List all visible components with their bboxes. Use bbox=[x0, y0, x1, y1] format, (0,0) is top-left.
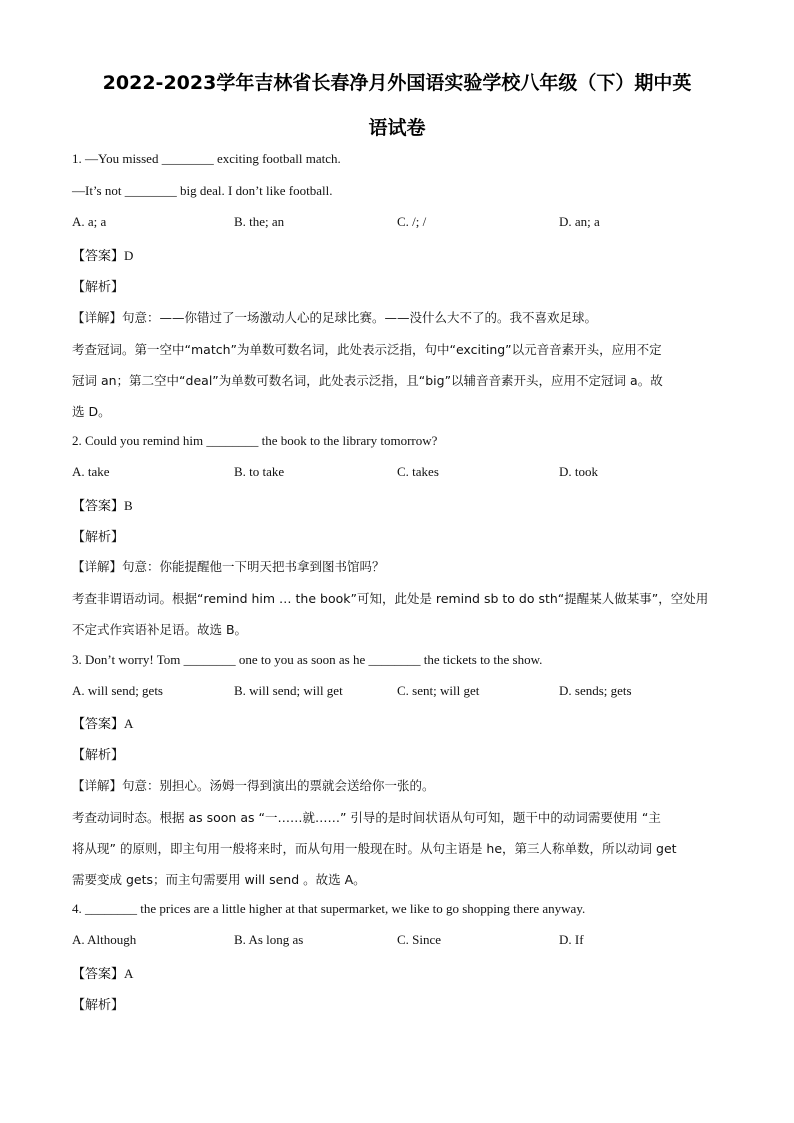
page-title: 2022-2023学年吉林省长春净月外国语实验学校八年级（下）期中英 bbox=[102, 72, 692, 94]
q2-option-d: D. took bbox=[559, 464, 598, 479]
q2-explanation: 考查非谓语动词。根据“remind him … the book”可知，此处是 remind sb to do sth“提醒某人做某事”，空处用 bbox=[72, 591, 709, 606]
answer-label: 【答案】 bbox=[72, 717, 125, 732]
q2-analysis-label: 【解析】 bbox=[72, 530, 125, 545]
q2-explanation: 不定式作宾语补足语。故选 B。 bbox=[72, 622, 248, 637]
q2-detail: 【详解】句意：你能提醒他一下明天把书拿到图书馆吗？ bbox=[72, 559, 385, 574]
q3-detail: 【详解】句意：别担心。汤姆一得到演出的票就会送给你一张的。 bbox=[72, 778, 435, 793]
answer-label: 【答案】 bbox=[72, 249, 125, 264]
q4-answer bbox=[72, 963, 133, 982]
q2-option-b: B. to take bbox=[234, 464, 285, 479]
q1-option-a: A. a; a bbox=[72, 214, 107, 229]
answer-label: 【答案】 bbox=[72, 967, 125, 982]
q2-option-a: A. take bbox=[72, 464, 110, 479]
q4-option-b: B. As long as bbox=[234, 932, 304, 947]
q2-stem: 2. Could you remind him ________ the book to the library tomorrow? bbox=[72, 433, 438, 448]
q3-option-b: B. will send; will get bbox=[234, 683, 343, 698]
q1-option-b: B. the; an bbox=[234, 214, 285, 229]
q2-answer bbox=[72, 495, 133, 514]
q1-explanation: 考查冠词。第一空中“match”为单数可数名词，此处表示泛指，句中“exciting”以元音音素开头，应用不定 bbox=[72, 342, 662, 357]
q3-option-c: C. sent; will get bbox=[397, 683, 480, 698]
answer-value: B bbox=[124, 498, 133, 513]
q1-stem-reply: —It’s not ________ big deal. I don’t like football. bbox=[72, 183, 333, 198]
q3-explanation: 将从现” 的原则，即主句用一般将来时，而从句用一般现在时。从句主语是 he，第三人称单数，所以动词 get bbox=[72, 841, 677, 856]
answer-label: 【答案】 bbox=[72, 499, 125, 514]
q4-option-c: C. Since bbox=[397, 932, 442, 947]
answer-value: D bbox=[124, 248, 134, 263]
q3-explanation: 需要变成 gets；而主句需要用 will send 。故选 A。 bbox=[72, 872, 366, 887]
q1-option-c: C. /; / bbox=[397, 214, 427, 229]
q3-analysis-label: 【解析】 bbox=[72, 748, 125, 763]
q1-explanation: 选 D。 bbox=[72, 404, 111, 419]
q1-detail: 【详解】句意：——你错过了一场激动人心的足球比赛。——没什么大不了的。我不喜欢足球。 bbox=[72, 310, 598, 325]
q1-option-d: D. an; a bbox=[559, 214, 600, 229]
page-title-continued: 语试卷 bbox=[368, 117, 426, 139]
q1-analysis-label: 【解析】 bbox=[72, 280, 125, 295]
q4-option-a: A. Although bbox=[72, 932, 137, 947]
answer-value: A bbox=[124, 966, 134, 981]
q2-option-c: C. takes bbox=[397, 464, 439, 479]
q1-stem: 1. —You missed ________ exciting football match. bbox=[72, 151, 341, 166]
q3-option-d: D. sends; gets bbox=[559, 683, 632, 698]
q4-stem: 4. ________ the prices are a little higher at that supermarket, we like to go shopping there anyway. bbox=[72, 901, 586, 916]
q3-option-a: A. will send; gets bbox=[72, 683, 163, 698]
answer-value: A bbox=[124, 716, 134, 731]
q3-answer bbox=[72, 713, 133, 732]
q4-option-d: D. If bbox=[559, 932, 584, 947]
q3-stem: 3. Don’t worry! Tom ________ one to you as soon as he ________ the tickets to the show. bbox=[72, 652, 543, 667]
q1-explanation: 冠词 an；第二空中“deal”为单数可数名词，此处表示泛指，且“big”以辅音音素开头，应用不定冠词 a。故 bbox=[72, 373, 663, 388]
q3-explanation: 考查动词时态。根据 as soon as “一……就……” 引导的是时间状语从句可知，题干中的动词需要使用 “主 bbox=[72, 810, 661, 825]
q4-analysis-label: 【解析】 bbox=[72, 998, 125, 1013]
q1-answer bbox=[72, 245, 133, 264]
